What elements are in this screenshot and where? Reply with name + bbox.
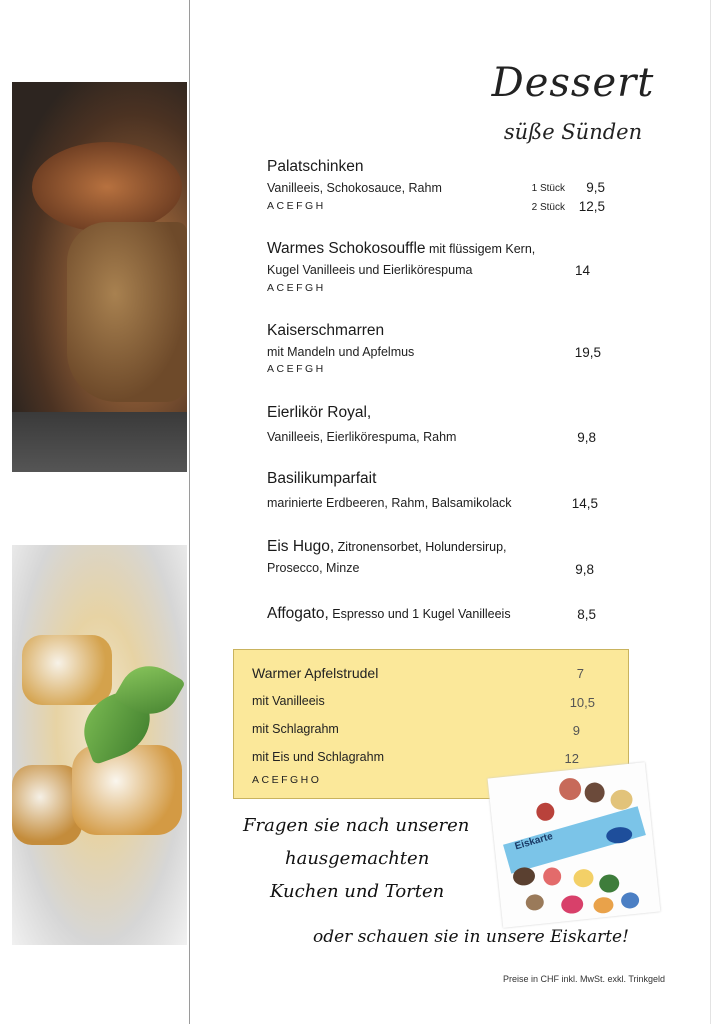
item-name: Affogato, Espresso und 1 Kugel Vanilleeis [267,605,511,622]
item-price: 9,8 [577,430,596,445]
script-line: hausgemachten [285,848,430,869]
item-description: Kugel Vanilleeis und Eierlikörespuma [267,263,473,277]
price-label: 2 Stück [531,202,565,213]
price-label: 1 Stück [531,183,565,194]
box-option-price: 9 [572,723,580,738]
script-line: oder schauen sie in unsere Eiskarte! [313,927,629,947]
kaiserschmarren-photo [12,545,187,945]
box-option: mit Schlagrahm [252,722,339,736]
item-name: Eierlikör Royal, [267,404,372,421]
chocolate-souffle-photo [12,82,187,472]
menu-title: Dessert [491,60,655,106]
page-edge-line [710,0,711,1024]
item-price: 12,5 [578,199,605,214]
box-option: mit Vanilleeis [252,694,325,708]
item-price: 19,5 [574,345,601,360]
item-price: 9,8 [575,562,594,577]
box-option-price: 10,5 [569,695,595,710]
item-price: 8,5 [577,607,596,622]
script-line: Kuchen und Torten [270,881,445,902]
item-description: mit Mandeln und Apfelmus [267,345,415,359]
item-allergens: ACEFGH [267,200,326,212]
item-name: Warmes Schokosouffle mit flüssigem Kern, [267,240,536,257]
item-allergens: ACEFGH [267,363,326,375]
item-price: 14 [574,263,590,278]
item-name: Basilikumparfait [267,470,377,487]
left-divider-line [189,0,190,1024]
box-title-price: 7 [576,666,584,681]
box-option: mit Eis und Schlagrahm [252,750,385,764]
item-name: Kaiserschmarren [267,322,385,339]
item-allergens: ACEFGH [267,282,326,294]
box-allergens: ACEFGHO [252,774,322,786]
item-description: Vanilleeis, Schokosauce, Rahm [267,181,442,195]
item-price: 9,5 [586,180,605,195]
eiskarte-label: Eiskarte [513,831,555,853]
menu-subtitle: süße Sünden [503,120,643,144]
item-description: marinierte Erdbeeren, Rahm, Balsamikolack [267,496,512,510]
item-description: Prosecco, Minze [267,561,360,575]
eiskarte-image [488,762,661,928]
item-price: 14,5 [571,496,598,511]
item-name: Palatschinken [267,158,364,175]
price-footnote: Preise in CHF inkl. MwSt. exkl. Trinkgeld [502,974,665,984]
box-option-price: 12 [564,751,579,766]
script-line: Fragen sie nach unseren [243,815,470,836]
item-description: Vanilleeis, Eierlikörespuma, Rahm [267,430,457,444]
box-title: Warmer Apfelstrudel [252,665,379,681]
item-name: Eis Hugo, Zitronensorbet, Holundersirup, [267,538,507,555]
